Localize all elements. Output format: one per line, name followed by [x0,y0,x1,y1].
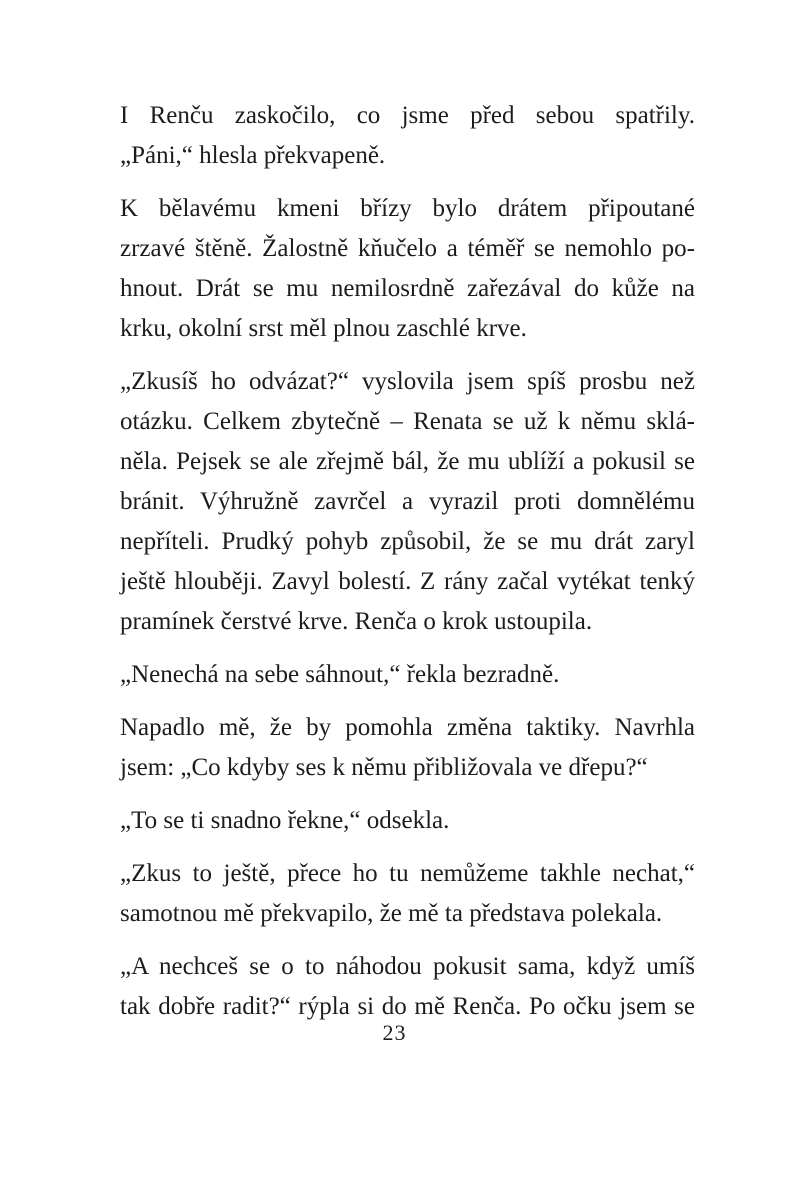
text-line: „A nechceš se o to náhodou pokusit sama, když umíš [120,953,695,980]
paragraph [120,947,695,1027]
text-line: krku, okolní srst měl plnou zaschlé krve. [120,315,527,342]
paragraph [120,362,695,642]
text-line: „Nenechá na sebe sáhnout,“ řekla bezradně. [120,661,560,688]
body-text [120,96,695,1027]
text-line: ještě hlouběji. Zavyl bolestí. Z rány začal vytékat tenký [120,568,695,595]
text-line: „Páni,“ hlesla překvapeně. [120,142,386,169]
text-line: nepříteli. Prudký pohyb způsobil, že se mu drát zaryl [120,528,695,555]
paragraph [120,708,695,788]
text-line: „Zkusíš ho odvázat?“ vyslovila jsem spíš prosbu než [120,368,695,395]
text-line: jsem: „Co kdyby ses k němu přibližovala ve dřepu?“ [120,754,648,781]
text-line: něla. Pejsek se ale zřejmě bál, že mu ublíží a pokusil se [120,448,695,475]
text-line: „To se ti snadno řekne,“ odsekla. [120,807,450,834]
paragraph [120,854,695,934]
text-line: zrzavé štěně. Žalostně kňučelo a téměř se nemohlo po- [120,235,695,262]
text-line: „Zkus to ještě, přece ho tu nemůžeme takhle nechat,“ [120,860,695,887]
paragraph [120,655,695,695]
text-line: I Renču zaskočilo, co jsme před sebou spatřily. [120,102,695,129]
paragraph [120,189,695,349]
text-line: hnout. Drát se mu nemilosrdně zařezával do kůže na [120,275,695,302]
text-line: Napadlo mě, že by pomohla změna taktiky. Navrhla [120,714,695,741]
text-line: otázku. Celkem zbytečně – Renata se už k němu sklá- [120,408,695,435]
text-line: K bělavému kmeni břízy bylo drátem připoutané [120,195,695,222]
text-line: pramínek čerstvé krve. Renča o krok ustoupila. [120,608,593,635]
paragraph [120,801,695,841]
text-line: bránit. Výhružně zavrčel a vyrazil proti domnělému [120,488,695,515]
text-line: samotnou mě překvapilo, že mě ta představa polekala. [120,900,663,927]
text-line: tak dobře radit?“ rýpla si do mě Renča. Po očku jsem se [120,993,695,1020]
page-number: 23 [382,1020,407,1045]
paragraph [120,96,695,176]
